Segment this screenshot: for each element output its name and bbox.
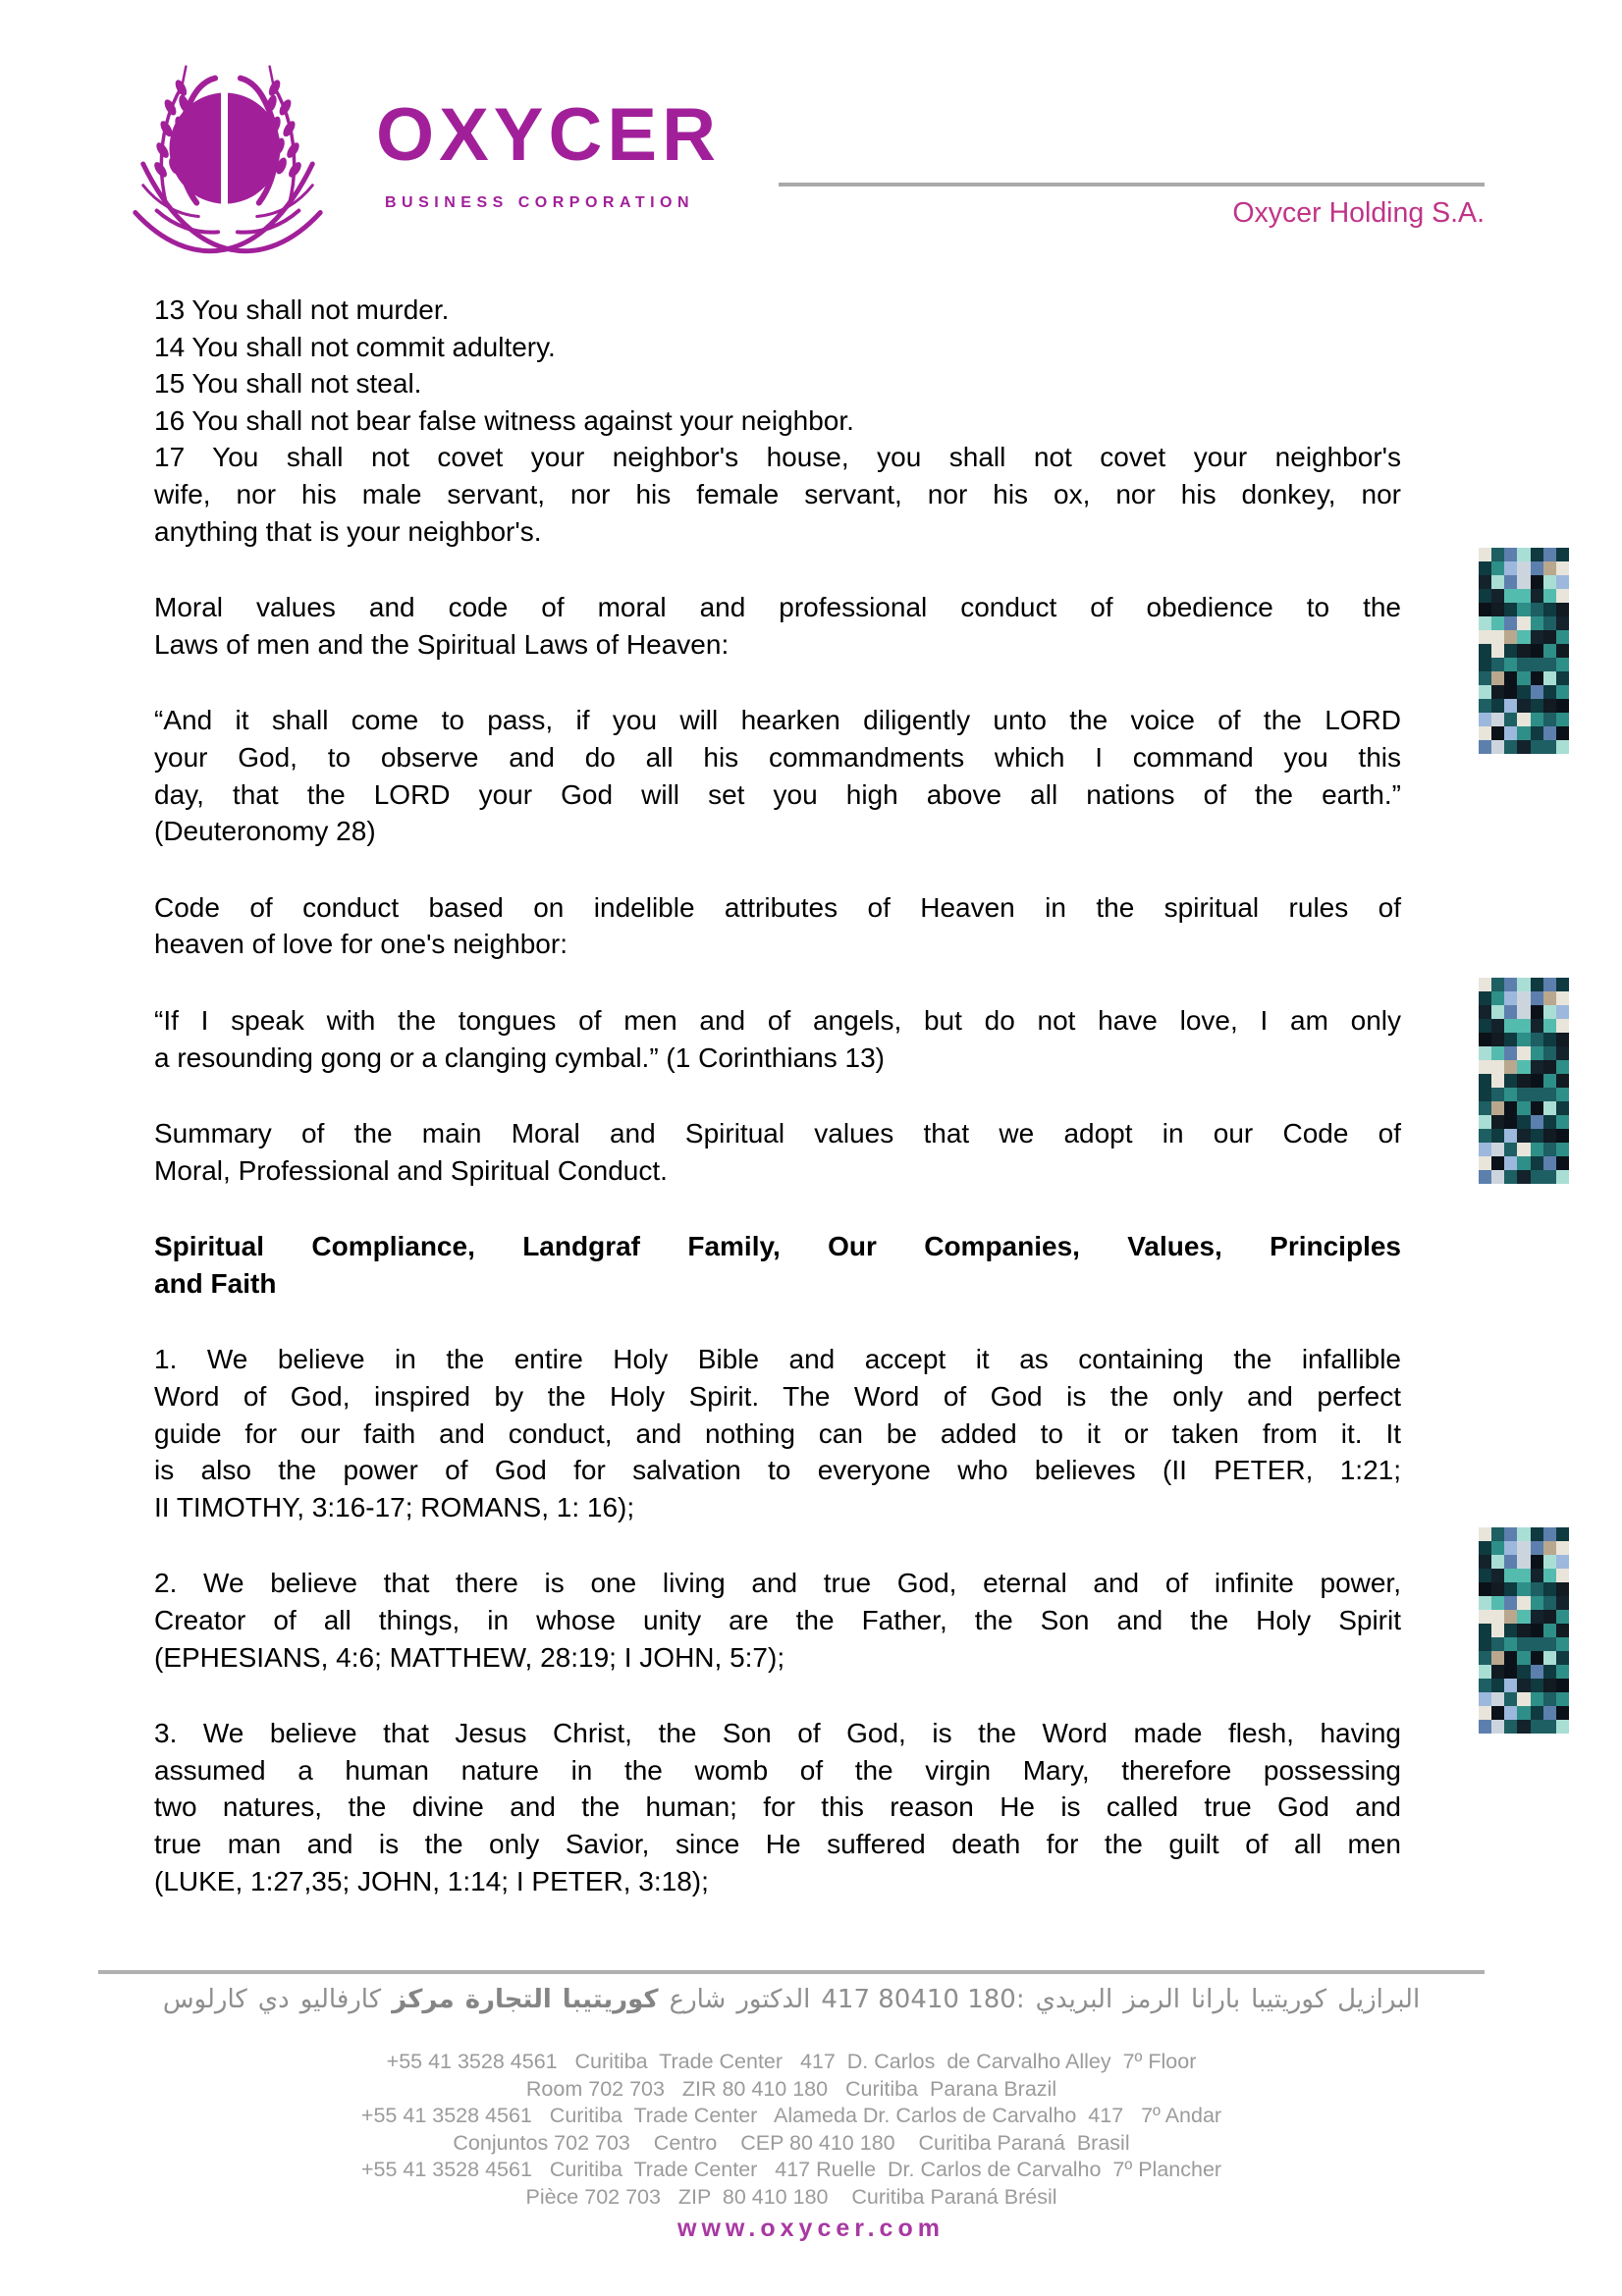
arabic-address-token: التجارة	[464, 1985, 552, 2014]
arabic-address-token: كوريتيبا	[562, 1985, 659, 2014]
text-line: (LUKE, 1:27,35; JOHN, 1:14; I PETER, 3:18);	[154, 1865, 709, 1896]
arabic-address-token: البرازيل	[1337, 1985, 1421, 2014]
website-link[interactable]: www.oxycer.com	[677, 2215, 945, 2242]
text-line: 17 You shall not covet your neighbor's house, you shall not covet your neighbor's	[154, 442, 1401, 473]
arabic-address-token: البريدي	[1035, 1985, 1113, 2014]
text-line: 13 You shall not murder.	[154, 294, 450, 325]
text-line: Moral, Professional and Spiritual Conduct.	[154, 1154, 668, 1186]
arabic-address-token: الدكتور	[736, 1985, 811, 2014]
address-line: Pièce 702 703 ZIP 80 410 180 Curitiba Paraná Brésil	[525, 2184, 1057, 2209]
text-line: a resounding gong or a clanging cymbal.” (1 Corinthians 13)	[154, 1041, 885, 1073]
paragraph	[154, 889, 1401, 963]
text-line: II TIMOTHY, 3:16-17; ROMANS, 1: 16);	[154, 1491, 635, 1522]
footer-divider	[98, 1970, 1485, 1974]
arabic-address-token: دي	[257, 1985, 290, 2014]
brand-tagline: BUSINESS CORPORATION	[385, 194, 695, 211]
text-line: 2. We believe that there is one living and true God, eternal and of infinite power,	[154, 1568, 1401, 1599]
text-line: “If I speak with the tongues of men and of angels, but do not have love, I am only	[154, 1004, 1401, 1036]
text-line: Moral values and code of moral and professional conduct of obedience to the	[154, 592, 1401, 623]
paragraph	[154, 1115, 1401, 1189]
text-line: (Deuteronomy 28)	[154, 816, 376, 847]
arabic-address-token: شارع	[669, 1985, 727, 2014]
arabic-address-token: كوريتيبا	[1251, 1985, 1327, 2014]
paragraph	[154, 1228, 1401, 1302]
address-line: Conjuntos 702 703 Centro CEP 80 410 180 Curitiba Paraná Brasil	[453, 2130, 1130, 2155]
paragraph	[154, 292, 1401, 439]
arabic-address-token: 417 80410 180:	[821, 1985, 1025, 2014]
text-line: true man and is the only Savior, since He suffered death for the guilt of all men	[154, 1829, 1401, 1859]
arabic-address-token: الرمز	[1123, 1985, 1180, 2014]
arabic-address-token: بارانا	[1190, 1985, 1241, 2014]
text-line: is also the power of God for salvation to everyone who believes (II PETER, 1:21;	[154, 1455, 1401, 1486]
paragraph	[154, 1715, 1401, 1899]
header-divider	[779, 183, 1485, 187]
paragraph	[154, 1565, 1401, 1676]
text-line: your God, to observe and do all his commandments which I command you this	[154, 741, 1401, 773]
wheat-crest-logo-icon	[106, 39, 350, 273]
text-line: 1. We believe in the entire Holy Bible and accept it as containing the infallible	[154, 1344, 1401, 1375]
text-line: anything that is your neighbor's.	[154, 515, 542, 547]
text-line: Laws of men and the Spiritual Laws of Heaven:	[154, 628, 730, 660]
text-line: Creator of all things, in whose unity are the Father, the Son and the Holy Spirit	[154, 1605, 1401, 1636]
paragraph	[154, 589, 1401, 663]
text-line: Word of God, inspired by the Holy Spirit. The Word of God is the only and perfect	[154, 1381, 1401, 1413]
text-line: Summary of the main Moral and Spiritual values that we adopt in our Code of	[154, 1118, 1401, 1149]
arabic-address-token: كارلوس	[162, 1985, 247, 2014]
document-body	[154, 292, 1401, 1899]
holding-name: Oxycer Holding S.A.	[1232, 197, 1485, 229]
text-line: “And it shall come to pass, if you will hearken diligently unto the voice of the LORD	[154, 705, 1401, 736]
text-line: heaven of love for one's neighbor:	[154, 929, 568, 960]
text-line: Code of conduct based on indelible attributes of Heaven in the spiritual rules of	[154, 891, 1401, 923]
paragraph	[154, 702, 1401, 849]
text-line: 14 You shall not commit adultery.	[154, 331, 556, 362]
arabic-address-token: كارفاليو	[299, 1985, 382, 2014]
text-line: day, that the LORD your God will set you high above all nations of the earth.”	[154, 778, 1401, 810]
text-line: 16 You shall not bear false witness against your neighbor.	[154, 404, 854, 436]
mosaic-thumbnail	[1479, 548, 1569, 754]
text-line: two natures, the divine and the human; for this reason He is called true God and	[154, 1791, 1401, 1823]
mosaic-thumbnail	[1479, 1527, 1569, 1734]
text-line: and Faith	[154, 1267, 277, 1299]
brand-name: OXYCER	[376, 93, 721, 177]
text-line: Spiritual Compliance, Landgraf Family, Our Companies, Values, Principles	[154, 1231, 1401, 1262]
address-block	[98, 2049, 1485, 2212]
text-line: guide for our faith and conduct, and nothing can be added to it or taken from it. It	[154, 1417, 1401, 1449]
paragraph	[154, 1002, 1401, 1076]
text-line: wife, nor his male servant, nor his female servant, nor his ox, nor his donkey, nor	[154, 478, 1401, 509]
mosaic-thumbnail	[1479, 978, 1569, 1184]
address-line: +55 41 3528 4561 Curitiba Trade Center 417 Ruelle Dr. Carlos de Carvalho 7º Plancher	[360, 2158, 1222, 2182]
arabic-address-token: مركز	[392, 1985, 455, 2014]
text-line: (EPHESIANS, 4:6; MATTHEW, 28:19; I JOHN, 5:7);	[154, 1641, 785, 1673]
address-line: +55 41 3528 4561 Curitiba Trade Center Alameda Dr. Carlos de Carvalho 417 7º Andar	[360, 2104, 1222, 2128]
text-line: 3. We believe that Jesus Christ, the Son of God, is the Word made flesh, having	[154, 1718, 1401, 1749]
paragraph	[154, 1341, 1401, 1525]
address-line: +55 41 3528 4561 Curitiba Trade Center 417 D. Carlos de Carvalho Alley 7º Floor	[386, 2050, 1197, 2073]
address-line: Room 702 703 ZIR 80 410 180 Curitiba Parana Brazil	[525, 2076, 1057, 2101]
paragraph	[154, 439, 1401, 550]
text-line: assumed a human nature in the womb of the virgin Mary, therefore possessing	[154, 1754, 1401, 1786]
arabic-address-line	[98, 1985, 1485, 2014]
text-line: 15 You shall not steal.	[154, 368, 422, 400]
